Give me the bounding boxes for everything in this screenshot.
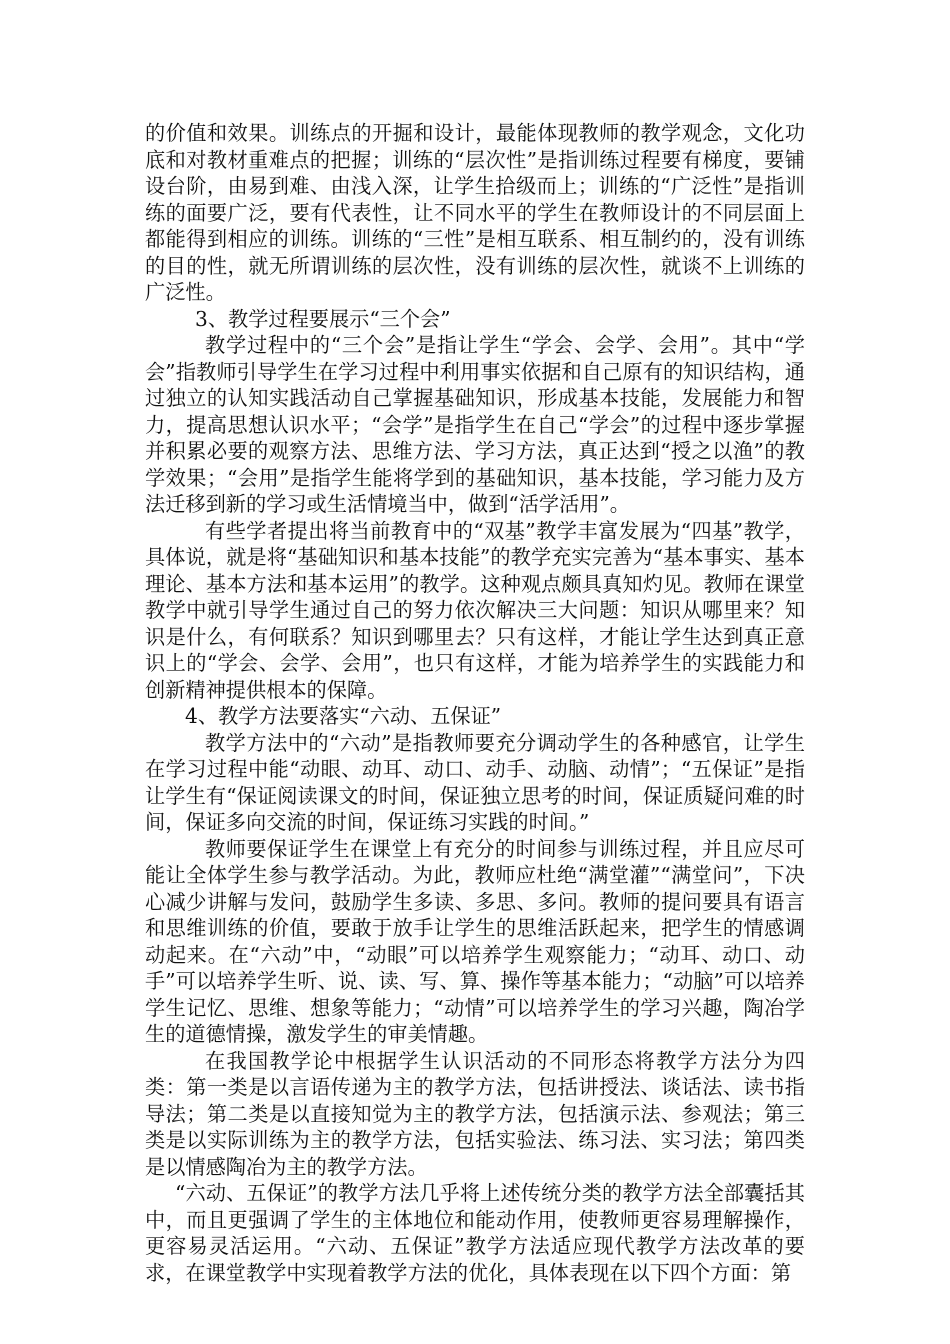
paragraph-four-basics: 有些学者提出将当前教育中的“双基”教学丰富发展为“四基”教学，具体说，就是将“基础知识和基本技能”的教学充实完善为“基本事实、基本理论、基本方法和基本运用”的教学。这种观点颇具真知灼见。教师在课堂教学中就引导学生通过自己的努力依次解决三大问题：知识从哪里来？知识是什么，有何联系？知识到哪里去？只有这样，才能让学生达到真正意识上的“学会、会学、会用”，也只有这样，才能为培养学生的实践能力和创新精神提供根本的保障。 <box>145 518 805 702</box>
document-page <box>145 120 805 1286</box>
section-heading-3: 3、教学过程要展示“三个会” <box>195 306 451 331</box>
paragraph-method-categories: 在我国教学论中根据学生认识活动的不同形态将教学方法分为四类：第一类是以言语传递为主的教学方法，包括讲授法、谈话法、读书指导法；第二类是以直接知觉为主的教学方法，包括演示法、参观法；第三类是以实际训练为主的教学方法，包括实验法、练习法、实习法；第四类是以情感陶冶为主的教学方法。 <box>145 1048 805 1179</box>
section-heading-4: 4、教学方法要落实“六动、五保证” <box>185 704 502 728</box>
paragraph-six-moves: 教学方法中的“六动”是指教师要充分调动学生的各种感官，让学生在学习过程中能“动眼、动耳、动口、动手、动脑、动情”；“五保证”是指让学生有“保证阅读课文的时间，保证独立思考的时间，保证质疑问难的时间，保证多向交流的时间，保证练习实践的时间。” <box>145 730 805 834</box>
paragraph-method-summary: “六动、五保证”的教学方法几乎将上述传统分类的教学方法全部囊括其中，而且更强调了学生的主体地位和能动作用，使教师更容易理解操作，更容易灵活运用。“六动、五保证”教学方法适应现代教学方法改革的要求，在课堂教学中实现着教学方法的优化，具体表现在以下四个方面：第 <box>145 1181 805 1285</box>
paragraph-training-nature: 的价值和效果。训练点的开掘和设计，最能体现教师的教学观念，文化功底和对教材重难点的把握；训练的“层次性”是指训练过程要有梯度，要铺设台阶，由易到难、由浅入深，让学生拾级而上；训练的“广泛性”是指训练的面要广泛，要有代表性，让不同水平的学生在教师设计的不同层面上都能得到相应的训练。训练的“三性”是相互联系、相互制约的，没有训练的目的性，就无所谓训练的层次性，没有训练的层次性，就谈不上训练的广泛性。 <box>145 121 805 304</box>
paragraph-three-skills: 教学过程中的“三个会”是指让学生“学会、会学、会用”。其中“学会”指教师引导学生在学习过程中利用事实依据和自己原有的知识结构，通过独立的认知实践活动自己掌握基础知识，形成基本技能，发展能力和智力，提高思想认识水平；“会学”是指学生在自己“学会”的过程中逐步掌握并积累必要的观察方法、思维方法、学习方法，真正达到“授之以渔”的教学效果；“会用”是指学生能将学到的基础知识，基本技能，学习能力及方法迁移到新的学习或生活情境当中，做到“活学活用”。 <box>145 333 805 516</box>
paragraph-time-guarantee: 教师要保证学生在课堂上有充分的时间参与训练过程，并且应尽可能让全体学生参与教学活动。为此，教师应杜绝“满堂灌”“满堂问”，下决心减少讲解与发问，鼓励学生多读、多思、多问。教师的提问要具有语言和思维训练的价值，要敢于放手让学生的思维活跃起来，把学生的情感调动起来。在“六动”中，“动眼”可以培养学生观察能力；“动耳、动口、动手”可以培养学生听、说、读、写、算、操作等基本能力；“动脑”可以培养学生记忆、思维、想象等能力；“动情”可以培养学生的学习兴趣，陶冶学生的道德情操，激发学生的审美情趣。 <box>145 836 805 1046</box>
